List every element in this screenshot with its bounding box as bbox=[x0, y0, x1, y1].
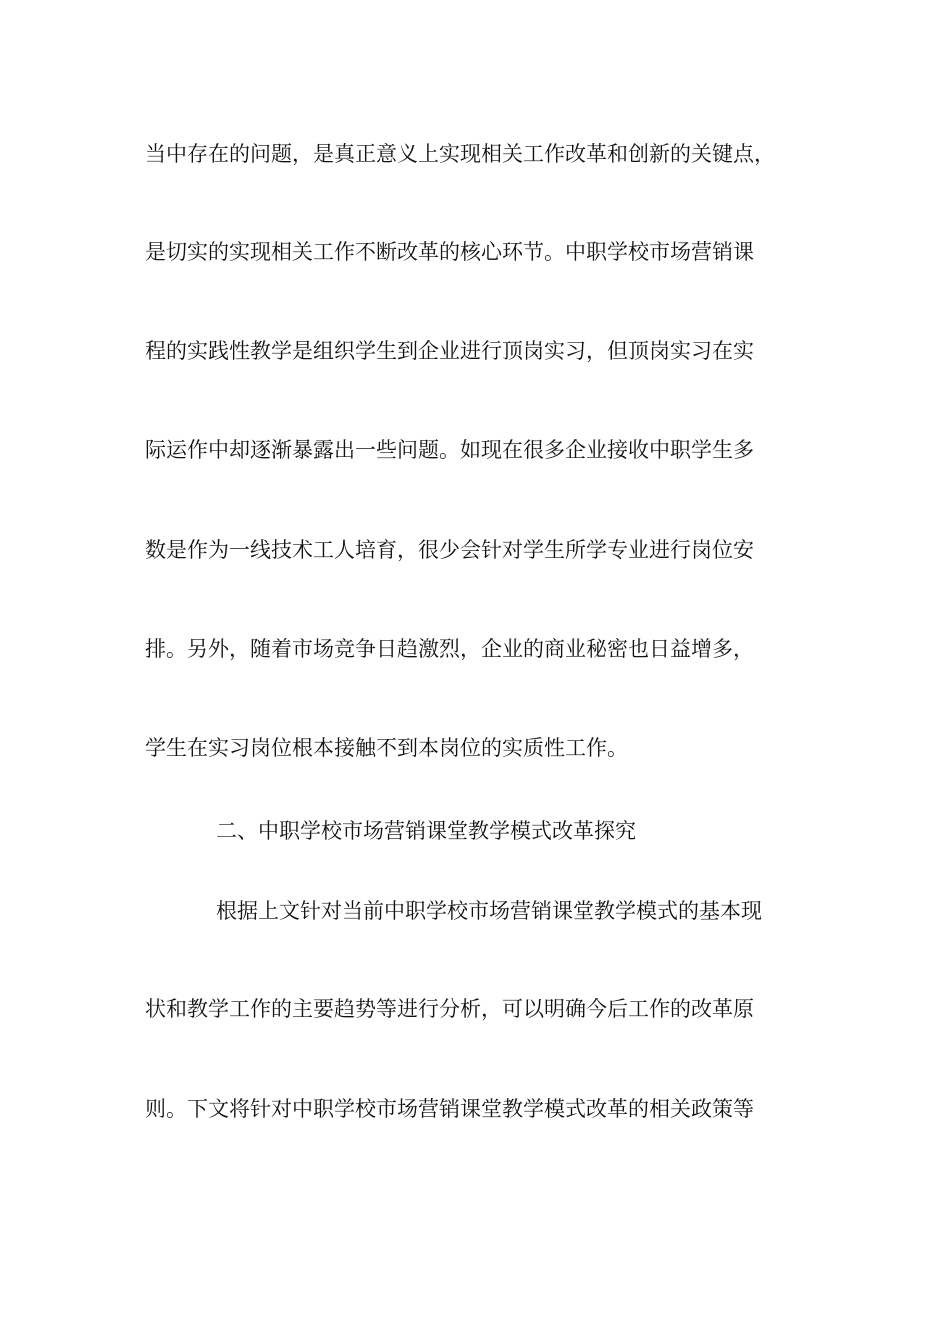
body-text-line: 根据上文针对当前中职学校市场营销课堂教学模式的基本现 bbox=[216, 899, 762, 923]
body-text-line: 是切实的实现相关工作不断改革的核心环节。中职学校市场营销课 bbox=[145, 240, 754, 264]
body-text-line: 数是作为一线技术工人培育，很少会针对学生所学专业进行岗位安 bbox=[145, 538, 754, 562]
body-text-line: 学生在实习岗位根本接触不到本岗位的实质性工作。 bbox=[145, 736, 628, 760]
body-text-line: 排。另外，随着市场竞争日趋激烈，企业的商业秘密也日益增多， bbox=[145, 637, 754, 661]
body-text-line: 际运作中却逐渐暴露出一些问题。如现在很多企业接收中职学生多 bbox=[145, 438, 754, 462]
body-text-line: 状和教学工作的主要趋势等进行分析，可以明确今后工作的改革原 bbox=[145, 997, 754, 1021]
body-text-line: 则。下文将针对中职学校市场营销课堂教学模式改革的相关政策等 bbox=[145, 1097, 754, 1121]
section-heading: 二、中职学校市场营销课堂教学模式改革探究 bbox=[216, 819, 636, 843]
body-text-line: 当中存在的问题，是真正意义上实现相关工作改革和创新的关键点， bbox=[145, 142, 775, 166]
body-text-line: 程的实践性教学是组织学生到企业进行顶岗实习，但顶岗实习在实 bbox=[145, 339, 754, 363]
